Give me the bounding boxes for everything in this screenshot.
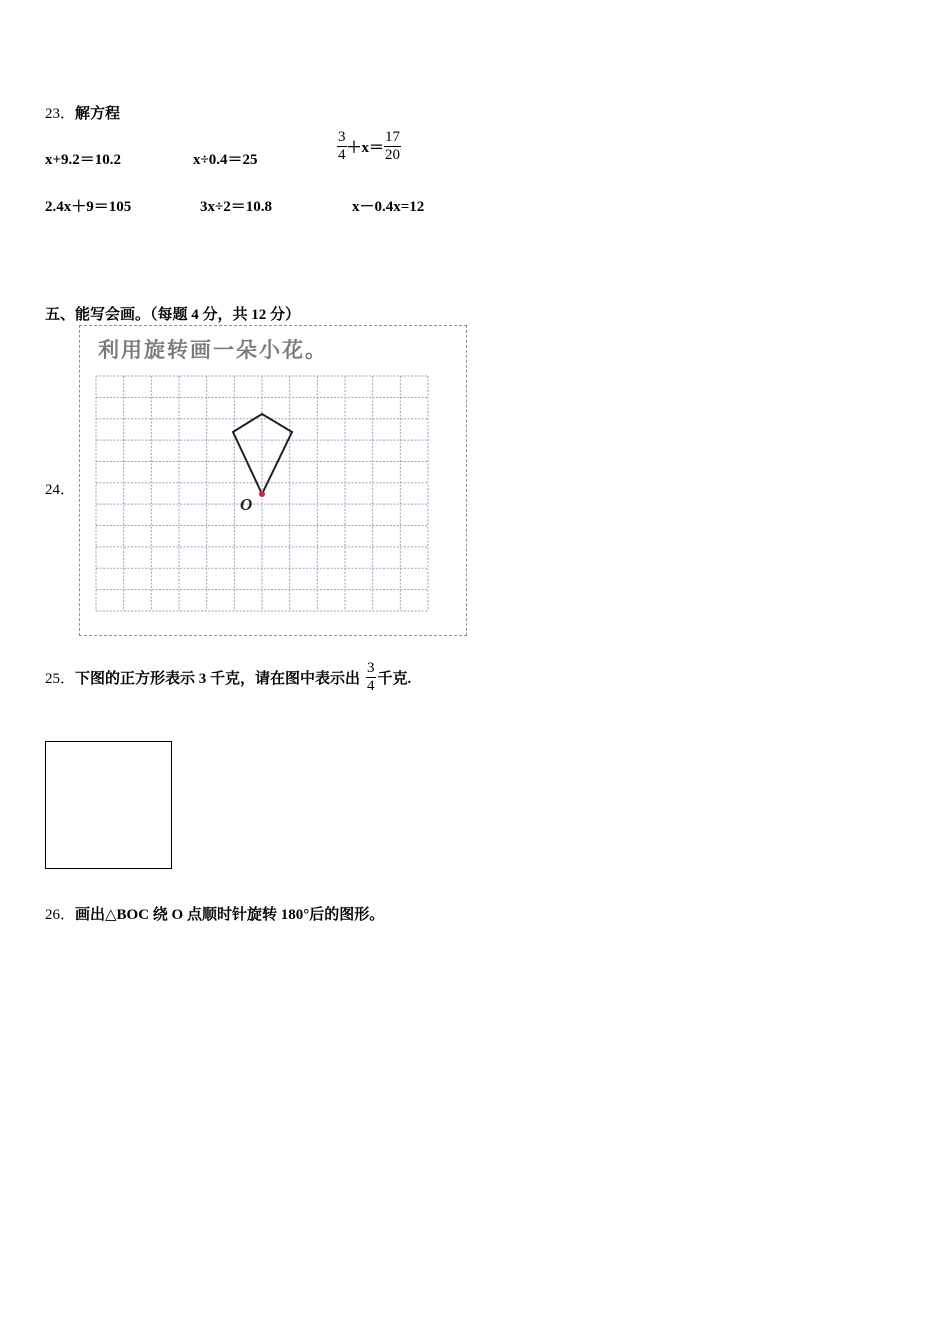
q23-eq-row1-3: [337, 129, 401, 164]
q25-line: [45, 660, 411, 695]
q23-eq-row2-3: x－0.4x=12: [352, 199, 425, 215]
q25-fraction: $\frac{3}{4}$: [367, 660, 375, 694]
q23-eq-row2-2: 3x÷2＝10.8: [200, 199, 272, 215]
q25-text-after: 千克.: [377, 671, 412, 687]
q23-number: 23．: [45, 106, 76, 122]
q24-figure-title: 利用旋转画一朵小花。: [98, 338, 328, 362]
q23-header: [45, 102, 120, 123]
q25-square: [45, 741, 172, 869]
section-5-heading: 五、能写会画。（每题 4 分，共 12 分）: [45, 307, 301, 323]
q24-grid: [80, 326, 468, 637]
point-o-dot: [259, 491, 265, 497]
q26-line: [45, 903, 384, 924]
q25-text-before: 下图的正方形表示 3 千克，请在图中表示出: [75, 671, 361, 687]
q23-eq-row1-1: x+9.2＝10.2: [45, 152, 122, 168]
q25-number: 25．: [45, 671, 76, 687]
q23-eq-row1-2: x÷0.4＝25: [193, 152, 258, 168]
eq3-middle: ＋x＝: [346, 140, 385, 156]
q24-number: 24．: [45, 482, 76, 498]
q24-figure: [79, 325, 467, 636]
point-o-label: O: [240, 495, 253, 514]
frac-17-20: $\frac{17}{20}$: [385, 129, 401, 163]
q26-text: 画出△BOC 绕 O 点顺时针旋转 180°后的图形。: [75, 907, 385, 923]
q23-eq-row2-1: 2.4x＋9＝105: [45, 199, 132, 215]
q26-number: 26．: [45, 907, 76, 923]
q23-title: 解方程: [75, 106, 121, 122]
frac-3-4: $\frac{3}{4}$: [338, 129, 346, 163]
